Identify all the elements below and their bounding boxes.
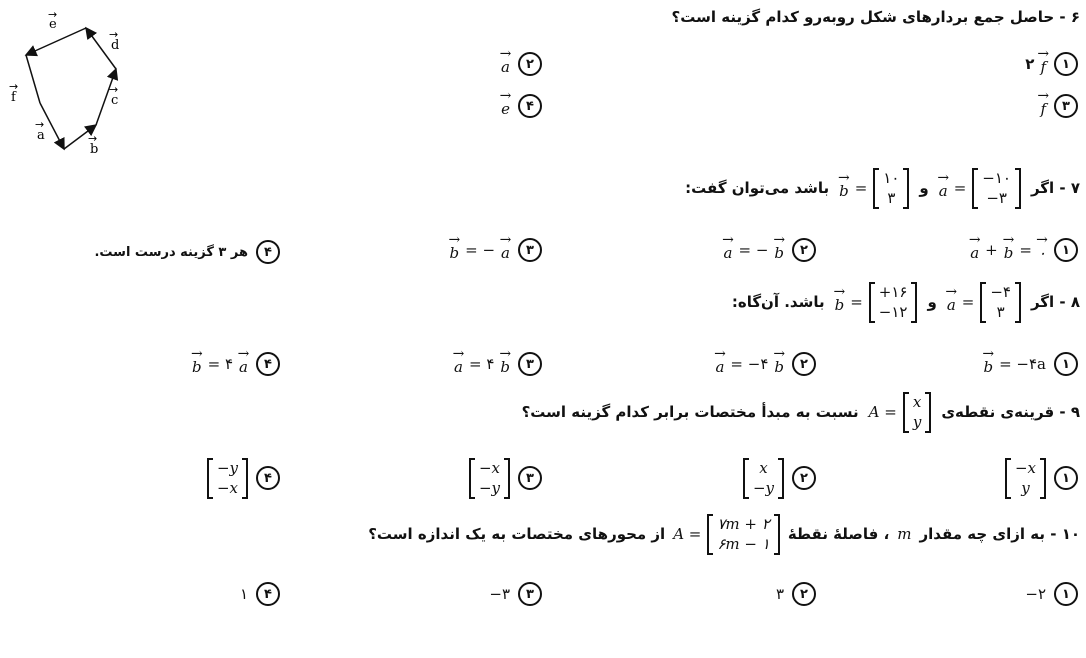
q9-option-4[interactable]: ۴ −y −x bbox=[207, 458, 280, 499]
q8-option-2[interactable]: ۲ → a = −۴ → b bbox=[715, 352, 816, 376]
option-number: ۱ bbox=[1054, 52, 1078, 76]
q10-prefix: ۱۰ - به ازای چه مقدار bbox=[919, 525, 1080, 544]
q9-prefix: ۹ - قرینه‌ی نقطه‌ی bbox=[941, 403, 1080, 422]
option-number: ۲ bbox=[518, 52, 542, 76]
vector-symbol: → f bbox=[1040, 52, 1046, 76]
option-number: ۳ bbox=[1054, 94, 1078, 118]
svg-text:→: → bbox=[109, 83, 119, 96]
q10-option-1[interactable] bbox=[1025, 582, 1078, 606]
q8-vector-a: → a = −۴ ۳ bbox=[947, 282, 1021, 323]
option-number: ۴ bbox=[256, 466, 280, 490]
q9-point-A: A = x y bbox=[869, 392, 932, 433]
option-text: −۳ bbox=[489, 585, 510, 603]
q7-vector-a: → a = −۱۰ −۳ bbox=[939, 168, 1021, 209]
q8-prefix: ۸ - اگر bbox=[1030, 293, 1080, 312]
question-6-text: ۶ - حاصل جمع بردارهای شکل روبه‌رو کدام گزینه است؟ bbox=[671, 8, 1080, 26]
q10-option-4[interactable] bbox=[240, 582, 280, 606]
vector-f-arrow bbox=[26, 55, 40, 103]
label-c: c bbox=[111, 93, 119, 108]
q10-option-3[interactable] bbox=[489, 582, 542, 606]
question-9-text bbox=[522, 392, 1080, 433]
q10-suffix: از محورهای مختصات به یک اندازه است؟ bbox=[368, 525, 666, 544]
q8-suffix: باشد. آن‌گاه: bbox=[731, 293, 825, 312]
q8-option-4[interactable]: ۴ → b = ۴ → a bbox=[192, 352, 280, 376]
q7-option-1[interactable]: ۱ → a + → b = → ۰ bbox=[970, 238, 1078, 262]
option-number: ۳ bbox=[518, 352, 542, 376]
option-text: ۱ bbox=[239, 585, 248, 603]
q7-option-4[interactable] bbox=[94, 240, 280, 264]
question-10-text bbox=[368, 514, 1080, 555]
option-text: −۲ bbox=[1025, 585, 1046, 603]
option-number: ۳ bbox=[518, 238, 542, 262]
option-number: ۱ bbox=[1054, 582, 1078, 606]
q8-option-3[interactable]: ۳ → a = ۴ → b bbox=[454, 352, 542, 376]
q10-point-A: A = ۷m + ۲ ۶m − ۱ bbox=[673, 514, 780, 555]
option-number: ۴ bbox=[518, 94, 542, 118]
label-f: f bbox=[11, 90, 16, 105]
option-number: ۴ bbox=[256, 582, 280, 606]
option-number: ۱ bbox=[1054, 466, 1078, 490]
vector-polygon-figure bbox=[0, 0, 140, 160]
svg-text:→: → bbox=[9, 80, 19, 93]
q7-vector-b: → b = ۱۰ ۳ bbox=[839, 168, 909, 209]
q7-prefix: ۷ - اگر bbox=[1030, 179, 1080, 198]
svg-text:→: → bbox=[109, 28, 119, 41]
question-7-text bbox=[685, 168, 1080, 209]
label-b: b bbox=[90, 142, 99, 157]
coefficient: ۲ bbox=[1025, 55, 1035, 73]
label-d: d bbox=[111, 38, 120, 53]
q10-mid: ، فاصلهٔ نقطهٔ bbox=[787, 525, 890, 544]
q8-and: و bbox=[927, 293, 937, 312]
option-number: ۱ bbox=[1054, 238, 1078, 262]
q8-option-1[interactable]: ۱ → b = −۴a bbox=[983, 352, 1078, 376]
option-number: ۱ bbox=[1054, 352, 1078, 376]
q10-variable: m bbox=[897, 525, 912, 544]
q7-and: و bbox=[919, 179, 929, 198]
q9-suffix: نسبت به مبدأ مختصات برابر کدام گزینه است؟ bbox=[521, 403, 859, 422]
q7-option-2[interactable]: ۲ → a = − → b bbox=[724, 238, 816, 262]
svg-text:→: → bbox=[48, 8, 58, 21]
q7-suffix: باشد می‌توان گفت: bbox=[685, 179, 830, 198]
q7-option-3[interactable]: ۳ → b = − → a bbox=[450, 238, 542, 262]
q9-option-1[interactable]: ۱ −x y bbox=[1005, 458, 1078, 499]
label-e: e bbox=[49, 17, 57, 32]
vector-symbol: → f bbox=[1040, 94, 1046, 118]
q6-option-2[interactable] bbox=[501, 52, 542, 76]
q9-option-3[interactable]: ۳ −x −y bbox=[469, 458, 542, 499]
vector-symbol: → a bbox=[501, 52, 510, 76]
q9-option-2[interactable]: ۲ x −y bbox=[743, 458, 816, 499]
vector-symbol: → e bbox=[501, 94, 510, 118]
option-number: ۲ bbox=[792, 582, 816, 606]
option-text: هر ۳ گزینه درست است. bbox=[94, 244, 248, 260]
option-number: ۳ bbox=[518, 466, 542, 490]
option-number: ۲ bbox=[792, 238, 816, 262]
q6-option-3[interactable] bbox=[1040, 94, 1078, 118]
svg-text:→: → bbox=[88, 132, 98, 145]
vector-e-arrow bbox=[26, 28, 86, 55]
q8-vector-b: → b = +۱۶ −۱۲ bbox=[835, 282, 918, 323]
option-text: ۳ bbox=[775, 585, 784, 603]
option-number: ۳ bbox=[518, 582, 542, 606]
option-number: ۴ bbox=[256, 352, 280, 376]
option-number: ۲ bbox=[792, 352, 816, 376]
label-a: a bbox=[37, 128, 45, 143]
q6-option-4[interactable] bbox=[501, 94, 542, 118]
option-number: ۴ bbox=[256, 240, 280, 264]
svg-text:→: → bbox=[35, 118, 45, 131]
q10-option-2[interactable] bbox=[776, 582, 816, 606]
q6-option-1[interactable] bbox=[1025, 52, 1078, 76]
option-number: ۲ bbox=[792, 466, 816, 490]
question-8-text bbox=[732, 282, 1080, 323]
